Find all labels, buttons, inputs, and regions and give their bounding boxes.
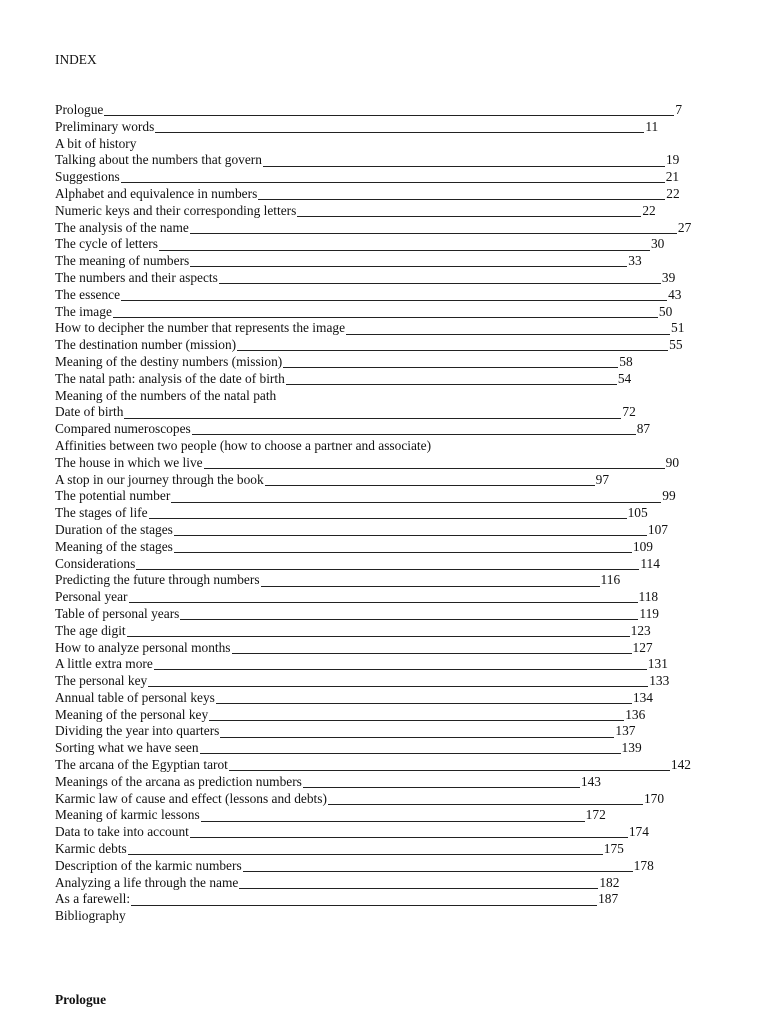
toc-leader-line: [237, 337, 668, 351]
toc-entry: [55, 421, 715, 438]
toc-leader-line: [159, 236, 650, 250]
toc-leader-line: [190, 253, 627, 267]
toc-entry-title: Table of personal years: [55, 605, 180, 621]
toc-entry-title: Prologue: [55, 102, 104, 117]
toc-entry-page-number: 54: [617, 370, 632, 386]
toc-entry: [55, 388, 715, 405]
toc-leader-line: [303, 774, 580, 788]
toc-entry-title: Meaning of the personal key: [55, 706, 209, 722]
toc-entry-title: Karmic law of cause and effect (lessons and debts): [55, 790, 327, 806]
toc-entry-page-number: 107: [647, 521, 668, 537]
toc-entry-title: The analysis of the name: [55, 219, 189, 235]
toc-leader-line: [229, 757, 670, 771]
toc-entry-page-number: 19: [665, 152, 680, 168]
toc-entry-title: The potential number: [55, 488, 171, 504]
toc-entry: [55, 102, 715, 119]
toc-entry-title: The house in which we live: [55, 454, 203, 470]
toc-leader-line: [328, 791, 643, 805]
toc-leader-line: [220, 723, 614, 737]
toc-entry-title: The essence: [55, 286, 121, 302]
toc-entry-title: How to analyze personal months: [55, 639, 231, 655]
toc-entry: [55, 438, 715, 455]
toc-entry-title: Meaning of the numbers of the natal path: [55, 387, 277, 403]
toc-entry-title: The cycle of letters: [55, 236, 158, 252]
toc-entry-title: The destination number (mission): [55, 337, 237, 353]
toc-entry-title: Date of birth: [55, 404, 124, 420]
toc-entry: [55, 152, 715, 169]
toc-entry-title: The stages of life: [55, 505, 148, 521]
toc-leader-line: [265, 472, 595, 486]
toc-leader-line: [124, 404, 621, 418]
toc-entry: [55, 656, 715, 673]
toc-entry-page-number: 58: [619, 353, 633, 369]
toc-leader-line: [148, 673, 648, 687]
toc-leader-line: [286, 371, 617, 385]
toc-entry-title: The natal path: analysis of the date of birth: [55, 370, 285, 386]
toc-entry: [55, 757, 715, 774]
toc-leader-line: [346, 320, 670, 334]
toc-entry-title: Data to take into account: [55, 824, 189, 840]
toc-leader-line: [190, 220, 677, 234]
toc-entry: [55, 287, 715, 304]
toc-entry: [55, 320, 715, 337]
toc-entry: [55, 371, 715, 388]
toc-entry-title: Meaning of karmic lessons: [55, 807, 200, 823]
toc-entry-title: Description of the karmic numbers: [55, 857, 242, 873]
toc-leader-line: [297, 203, 641, 217]
prologue-section-heading: Prologue: [55, 992, 107, 1007]
toc-entry-page-number: 137: [615, 723, 636, 739]
toc-entry-page-number: 43: [668, 286, 682, 302]
toc-leader-line: [154, 656, 647, 670]
toc-leader-line: [263, 152, 665, 166]
toc-leader-line: [216, 690, 632, 704]
toc-entry-page-number: 109: [632, 538, 653, 554]
toc-entry-page-number: 143: [580, 773, 601, 789]
toc-entry-title: As a farewell:: [55, 891, 131, 907]
toc-entry-page-number: 105: [627, 505, 648, 521]
toc-entry: [55, 270, 715, 287]
toc-leader-line: [190, 824, 628, 838]
toc-entry: [55, 740, 715, 757]
toc-entry-page-number: 131: [647, 656, 668, 672]
toc-entry-page-number: 123: [630, 622, 651, 638]
toc-entry-page-number: 30: [650, 236, 665, 252]
toc-entry: [55, 119, 715, 136]
toc-leader-line: [104, 102, 674, 116]
toc-entry-page-number: 172: [585, 807, 606, 823]
toc-entry-title: A bit of history: [55, 135, 137, 151]
toc-leader-line: [129, 589, 638, 603]
toc-entry-page-number: 7: [675, 102, 683, 117]
toc-leader-line: [136, 556, 639, 570]
toc-leader-line: [283, 354, 618, 368]
toc-entry-page-number: 51: [671, 320, 685, 336]
toc-entry: [55, 203, 715, 220]
toc-entry: [55, 875, 715, 892]
toc-entry-title: Meaning of the destiny numbers (mission): [55, 353, 283, 369]
toc-entry-page-number: 99: [662, 488, 676, 504]
toc-entry-title: Considerations: [55, 555, 136, 571]
toc-entry: [55, 505, 715, 522]
toc-entry: [55, 337, 715, 354]
toc-entry-page-number: 127: [632, 639, 653, 655]
toc-entry-title: Bibliography: [55, 908, 126, 924]
toc-entry-title: Numeric keys and their corresponding letters: [55, 202, 297, 218]
toc-entry-title: A stop in our journey through the book: [55, 471, 264, 487]
toc-entry-page-number: 116: [600, 572, 621, 588]
toc-entry-title: The personal key: [55, 673, 148, 689]
toc-entry-title: Personal year: [55, 589, 128, 605]
toc-leader-line: [261, 572, 600, 586]
toc-entry-page-number: 27: [677, 219, 692, 235]
toc-entry-page-number: 97: [595, 471, 610, 487]
toc-entry: [55, 472, 715, 489]
toc-entry-title: How to decipher the number that represents the image: [55, 320, 346, 336]
toc-entry: [55, 556, 715, 573]
toc-leader-line: [180, 606, 638, 620]
toc-leader-line: [113, 304, 658, 318]
toc-leader-line: [174, 522, 647, 536]
toc-entry-page-number: 90: [665, 454, 680, 470]
toc-leader-line: [201, 807, 585, 821]
toc-entry: [55, 891, 715, 908]
toc-entry: [55, 858, 715, 875]
toc-entry-page-number: 175: [603, 841, 624, 857]
toc-entry: [55, 572, 715, 589]
toc-leader-line: [232, 640, 632, 654]
toc-entry-page-number: 87: [636, 421, 651, 437]
toc-leader-line: [174, 539, 632, 553]
toc-entry: [55, 640, 715, 657]
toc-entry-title: Annual table of personal keys: [55, 689, 215, 705]
toc-leader-line: [128, 841, 603, 855]
toc-entry-page-number: 22: [666, 185, 680, 201]
toc-entry-title: Alphabet and equivalence in numbers: [55, 185, 258, 201]
toc-leader-line: [127, 623, 630, 637]
toc-entry-title: Analyzing a life through the name: [55, 874, 239, 890]
toc-entry-title: Meaning of the stages: [55, 538, 173, 554]
toc-leader-line: [121, 287, 667, 301]
toc-entry-page-number: 136: [625, 706, 646, 722]
toc-leader-line: [155, 119, 644, 133]
toc-entry-title: Sorting what we have seen: [55, 740, 199, 756]
toc-entry-page-number: 178: [633, 857, 654, 873]
toc-leader-line: [258, 186, 665, 200]
toc-entry-page-number: 119: [639, 605, 659, 621]
toc-entry-title: Preliminary words: [55, 118, 155, 134]
toc-entry: [55, 304, 715, 321]
toc-entry: [55, 908, 715, 925]
toc-leader-line: [239, 875, 598, 889]
toc-entry-page-number: 39: [661, 269, 676, 285]
toc-entry-title: Talking about the numbers that govern: [55, 152, 262, 168]
toc-entry-page-number: 55: [669, 337, 683, 353]
toc-leader-line: [243, 858, 633, 872]
toc-entry-title: Predicting the future through numbers: [55, 572, 260, 588]
toc-entry-title: Duration of the stages: [55, 521, 173, 537]
toc-entry: [55, 841, 715, 858]
toc-entry-page-number: 114: [640, 555, 660, 571]
toc-entry-page-number: 139: [621, 740, 642, 756]
toc-entry-page-number: 33: [628, 253, 642, 269]
toc-leader-line: [121, 169, 665, 183]
toc-entry-page-number: 118: [638, 589, 659, 605]
toc-entry: [55, 606, 715, 623]
toc-entry: [55, 723, 715, 740]
toc-entry-title: Karmic debts: [55, 841, 127, 857]
toc-leader-line: [131, 891, 597, 905]
toc-entry: [55, 169, 715, 186]
toc-entry-title: The meaning of numbers: [55, 253, 190, 269]
toc-entry-page-number: 22: [642, 202, 656, 218]
toc-entry-page-number: 133: [649, 673, 670, 689]
toc-entry-page-number: 134: [632, 689, 653, 705]
toc-entry-title: The arcana of the Egyptian tarot: [55, 757, 228, 773]
toc-entry: [55, 220, 715, 237]
toc-leader-line: [171, 488, 661, 502]
toc-entry: [55, 707, 715, 724]
toc-entry: [55, 807, 715, 824]
toc-entry: [55, 253, 715, 270]
toc-entry-title: A little extra more: [55, 656, 153, 672]
toc-entry-page-number: 182: [599, 874, 620, 890]
toc-entry: [55, 589, 715, 606]
toc-entry-page-number: 50: [658, 303, 673, 319]
toc-entry-page-number: 174: [628, 824, 649, 840]
index-heading: INDEX: [55, 52, 97, 67]
toc-entry-title: Affinities between two people (how to choose a partner and associate): [55, 437, 432, 453]
toc-entry-page-number: 72: [622, 404, 636, 420]
toc-entry-title: The age digit: [55, 622, 126, 638]
toc-leader-line: [200, 740, 621, 754]
toc-entry-title: Compared numeroscopes: [55, 421, 191, 437]
toc-entry: [55, 623, 715, 640]
toc-entry: [55, 673, 715, 690]
toc-entry: [55, 404, 715, 421]
toc-entry-page-number: 21: [665, 169, 680, 185]
toc-entry-page-number: 187: [598, 891, 619, 907]
toc-entry: [55, 236, 715, 253]
toc-entry-page-number: 142: [670, 757, 691, 773]
toc-entry: [55, 354, 715, 371]
toc-entry-title: The numbers and their aspects: [55, 269, 218, 285]
toc-leader-line: [219, 270, 661, 284]
toc-leader-line: [204, 455, 665, 469]
toc-entry: [55, 136, 715, 153]
toc-entry: [55, 690, 715, 707]
toc-leader-line: [149, 505, 627, 519]
toc-entry: [55, 186, 715, 203]
toc-leader-line: [209, 707, 624, 721]
toc-entry: [55, 522, 715, 539]
toc-entry: [55, 488, 715, 505]
toc-leader-line: [192, 421, 636, 435]
toc-entry: [55, 455, 715, 472]
toc-entry-title: Dividing the year into quarters: [55, 723, 220, 739]
toc-entry: [55, 539, 715, 556]
toc-entry-title: The image: [55, 303, 112, 319]
toc-entry-page-number: 11: [645, 118, 659, 134]
toc-entry-title: Meanings of the arcana as prediction numbers: [55, 773, 302, 789]
table-of-contents: [55, 102, 715, 925]
toc-entry-title: Suggestions: [55, 169, 120, 185]
toc-entry-page-number: 170: [643, 790, 665, 806]
toc-entry: [55, 791, 715, 808]
toc-entry: [55, 774, 715, 791]
toc-entry: [55, 824, 715, 841]
